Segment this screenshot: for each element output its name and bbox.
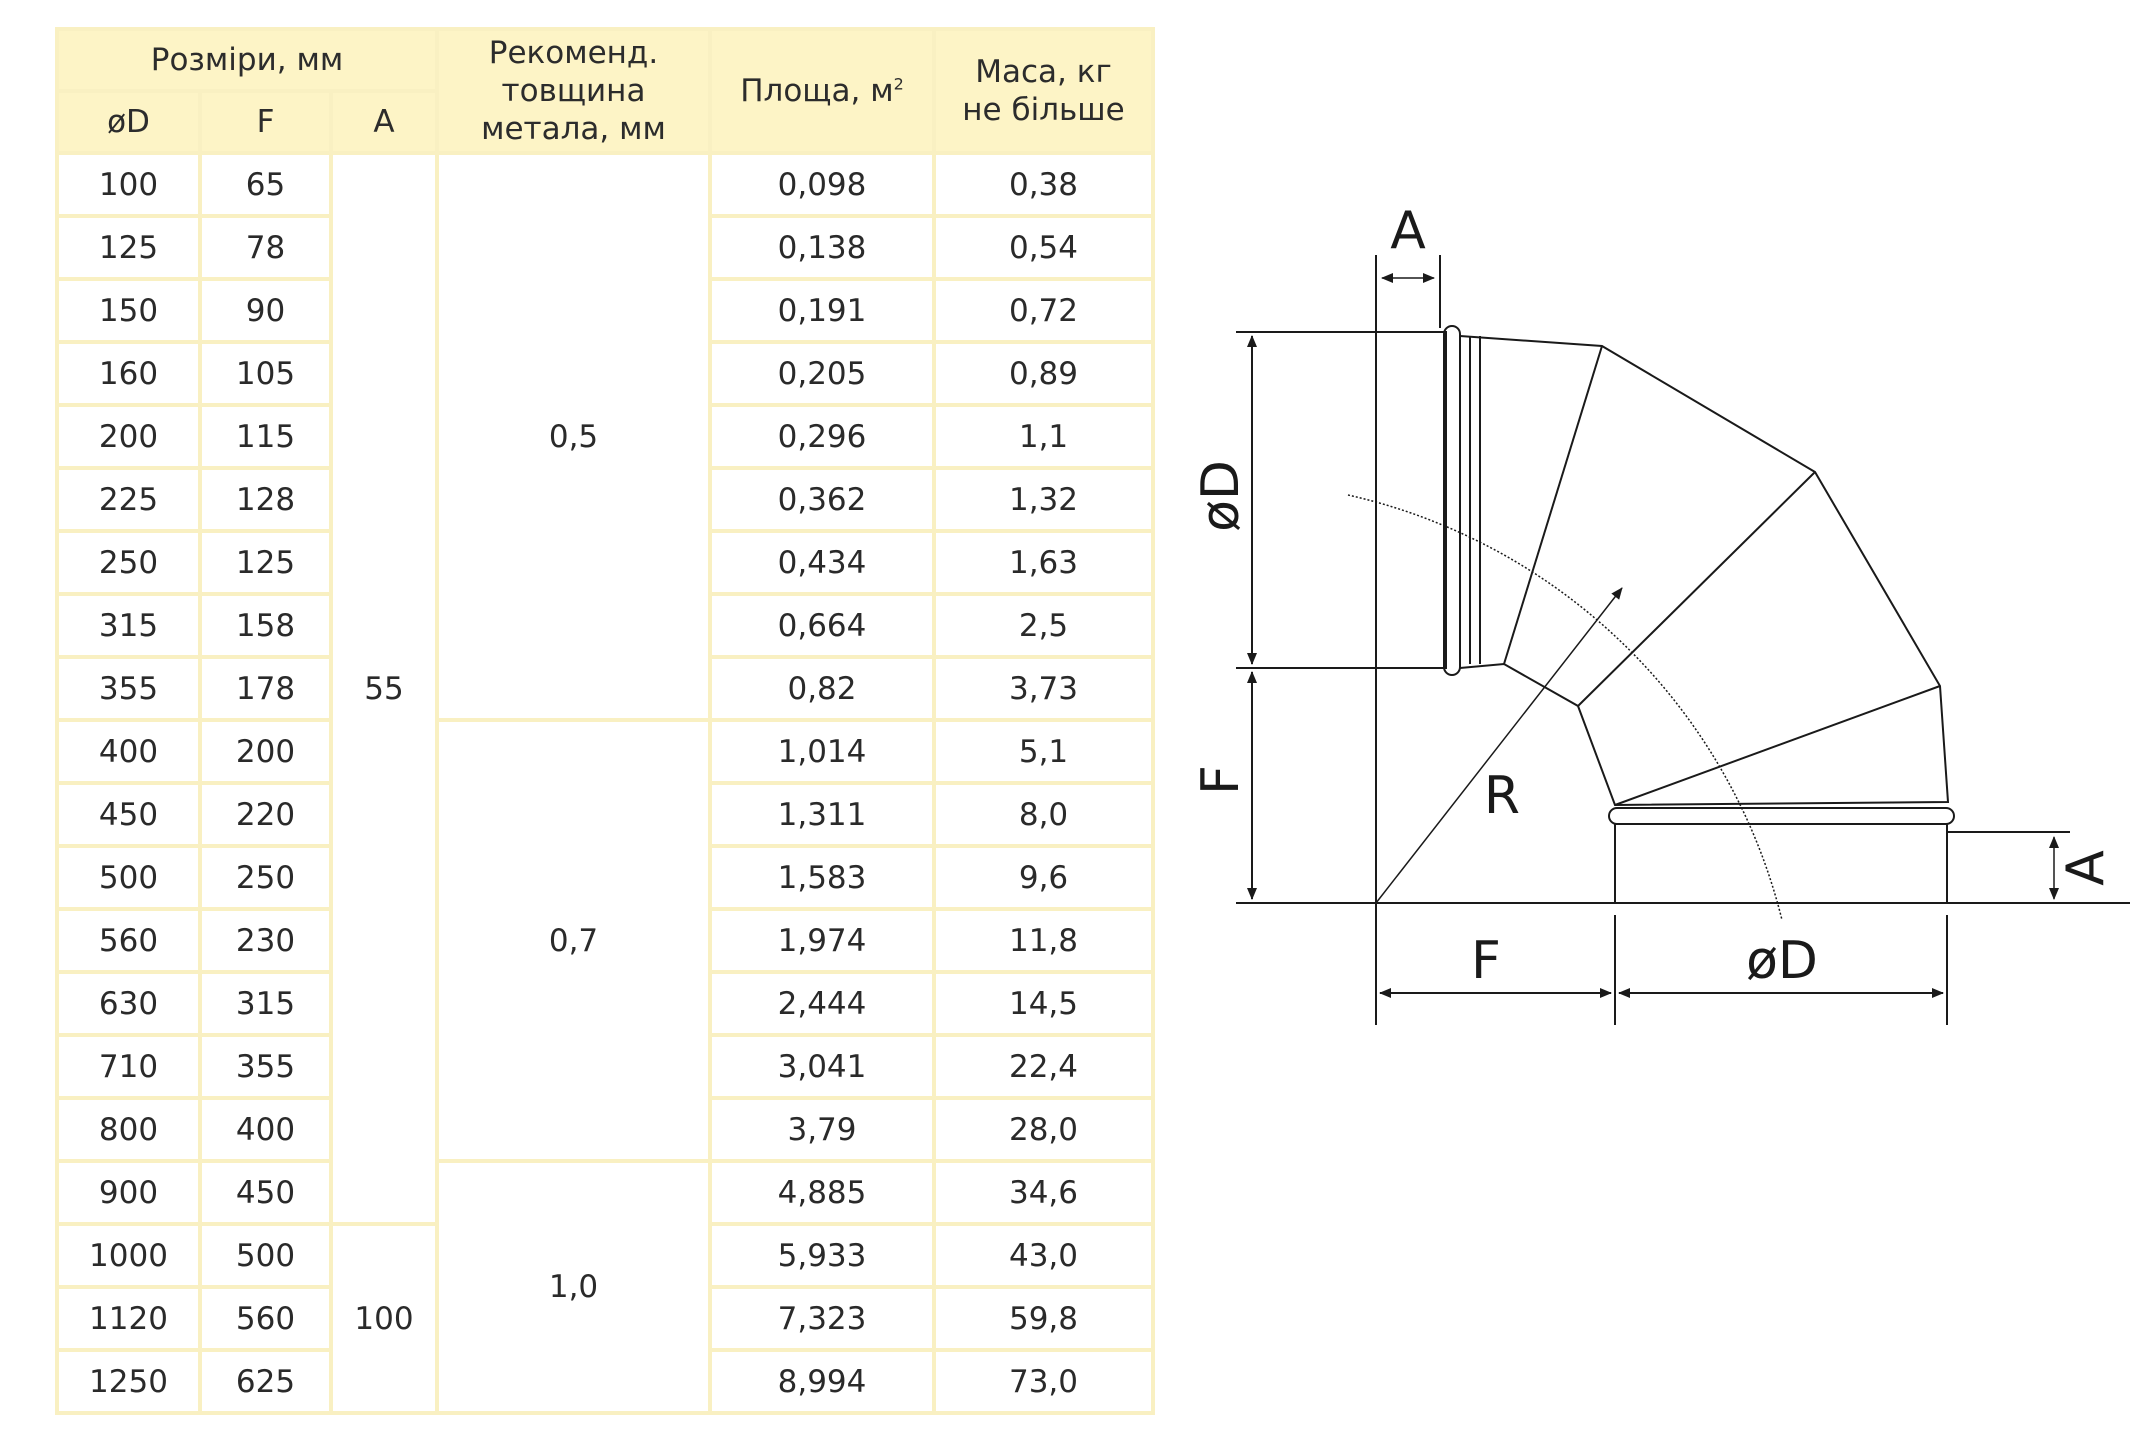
label-f-bottom: F [1471,931,1501,991]
cell-area: 3,041 [710,1035,934,1098]
cell-d: 150 [57,279,200,342]
cell-d: 1120 [57,1287,200,1350]
cell-area: 0,664 [710,594,934,657]
cell-area: 1,014 [710,720,934,783]
header-thickness-line2: товщина [501,73,646,109]
cell-f: 500 [200,1224,331,1287]
cell-d: 800 [57,1098,200,1161]
cell-f: 250 [200,846,331,909]
table-row [57,720,1153,783]
header-mass-line1: Маса, кг [975,54,1112,90]
cell-area: 2,444 [710,972,934,1035]
cell-area: 0,205 [710,342,934,405]
cell-mass: 0,72 [934,279,1153,342]
cell-f: 90 [200,279,331,342]
cell-area: 0,434 [710,531,934,594]
cell-mass: 59,8 [934,1287,1153,1350]
specification-table [55,27,1155,1415]
segment-seam-3 [1615,686,1940,805]
cell-f: 158 [200,594,331,657]
cell-f: 65 [200,153,331,216]
cell-mass: 1,1 [934,405,1153,468]
cell-area: 0,098 [710,153,934,216]
cell-area: 7,323 [710,1287,934,1350]
cell-f: 200 [200,720,331,783]
inlet-sleeve [1376,332,1446,668]
cell-d: 315 [57,594,200,657]
cell-mass: 11,8 [934,909,1153,972]
table-row [57,1161,1153,1224]
header-thickness-line3: метала, мм [481,111,666,147]
header-area-label: Площа, м [740,73,894,109]
cell-f: 178 [200,657,331,720]
outlet-sleeve [1615,824,1947,903]
cell-f: 230 [200,909,331,972]
cell-f: 115 [200,405,331,468]
cell-d: 400 [57,720,200,783]
cell-d: 1250 [57,1350,200,1413]
cell-area: 5,933 [710,1224,934,1287]
header-sizes-group: Розміри, мм [57,29,437,91]
header-area [710,29,934,153]
cell-mass: 0,54 [934,216,1153,279]
cell-d: 560 [57,909,200,972]
cell-area: 0,82 [710,657,934,720]
segment-seam-1 [1504,346,1602,664]
cell-d: 355 [57,657,200,720]
cell-mass: 1,32 [934,468,1153,531]
cell-f: 78 [200,216,331,279]
cell-f: 560 [200,1287,331,1350]
header-thickness [437,29,710,153]
cell-area: 0,138 [710,216,934,279]
cell-d: 250 [57,531,200,594]
cell-mass: 22,4 [934,1035,1153,1098]
cell-area: 8,994 [710,1350,934,1413]
header-f: F [200,91,331,153]
cell-f: 625 [200,1350,331,1413]
cell-thickness: 1,0 [437,1161,710,1413]
cell-area: 0,191 [710,279,934,342]
cell-mass: 5,1 [934,720,1153,783]
cell-mass: 1,63 [934,531,1153,594]
label-a-right: A [2056,850,2116,886]
cell-d: 1000 [57,1224,200,1287]
cell-area: 3,79 [710,1098,934,1161]
cell-area: 0,362 [710,468,934,531]
cell-area: 4,885 [710,1161,934,1224]
header-thickness-line1: Рекоменд. [488,35,659,71]
cell-area: 1,583 [710,846,934,909]
cell-mass: 9,6 [934,846,1153,909]
cell-d: 125 [57,216,200,279]
cell-mass: 73,0 [934,1350,1153,1413]
cell-area: 1,311 [710,783,934,846]
header-mass-line2: не більше [962,92,1125,128]
cell-mass: 28,0 [934,1098,1153,1161]
cell-mass: 14,5 [934,972,1153,1035]
label-d-left: øD [1191,460,1251,532]
cell-d: 710 [57,1035,200,1098]
cell-f: 128 [200,468,331,531]
cell-f: 220 [200,783,331,846]
cell-f: 450 [200,1161,331,1224]
cell-d: 630 [57,972,200,1035]
outlet-ring [1609,808,1954,824]
cell-mass: 34,6 [934,1161,1153,1224]
cell-f: 105 [200,342,331,405]
cell-f: 315 [200,972,331,1035]
cell-mass: 2,5 [934,594,1153,657]
cell-d: 160 [57,342,200,405]
cell-thickness: 0,7 [437,720,710,1161]
header-mass [934,29,1153,153]
cell-mass: 43,0 [934,1224,1153,1287]
cell-d: 100 [57,153,200,216]
label-a-top: A [1390,201,1426,261]
cell-f: 400 [200,1098,331,1161]
cell-mass: 0,89 [934,342,1153,405]
cell-mass: 3,73 [934,657,1153,720]
cell-area: 0,296 [710,405,934,468]
header-a: A [331,91,437,153]
cell-a: 100 [331,1224,437,1413]
cell-thickness: 0,5 [437,153,710,720]
cell-d: 225 [57,468,200,531]
cell-f: 125 [200,531,331,594]
elbow-drawing [1170,150,2130,1030]
header-area-sup: 2 [893,74,904,94]
cell-area: 1,974 [710,909,934,972]
cell-d: 900 [57,1161,200,1224]
header-d: øD [57,91,200,153]
cell-f: 355 [200,1035,331,1098]
table-body [57,153,1153,1413]
cell-mass: 8,0 [934,783,1153,846]
cell-d: 500 [57,846,200,909]
label-r: R [1483,766,1521,826]
table-row [57,153,1153,216]
segment-seam-2 [1578,472,1815,706]
cell-d: 450 [57,783,200,846]
label-d-bottom: øD [1746,931,1818,991]
cell-d: 200 [57,405,200,468]
label-f-left: F [1191,765,1251,795]
cell-a: 55 [331,153,437,1224]
cell-mass: 0,38 [934,153,1153,216]
radius-line [1376,588,1622,903]
